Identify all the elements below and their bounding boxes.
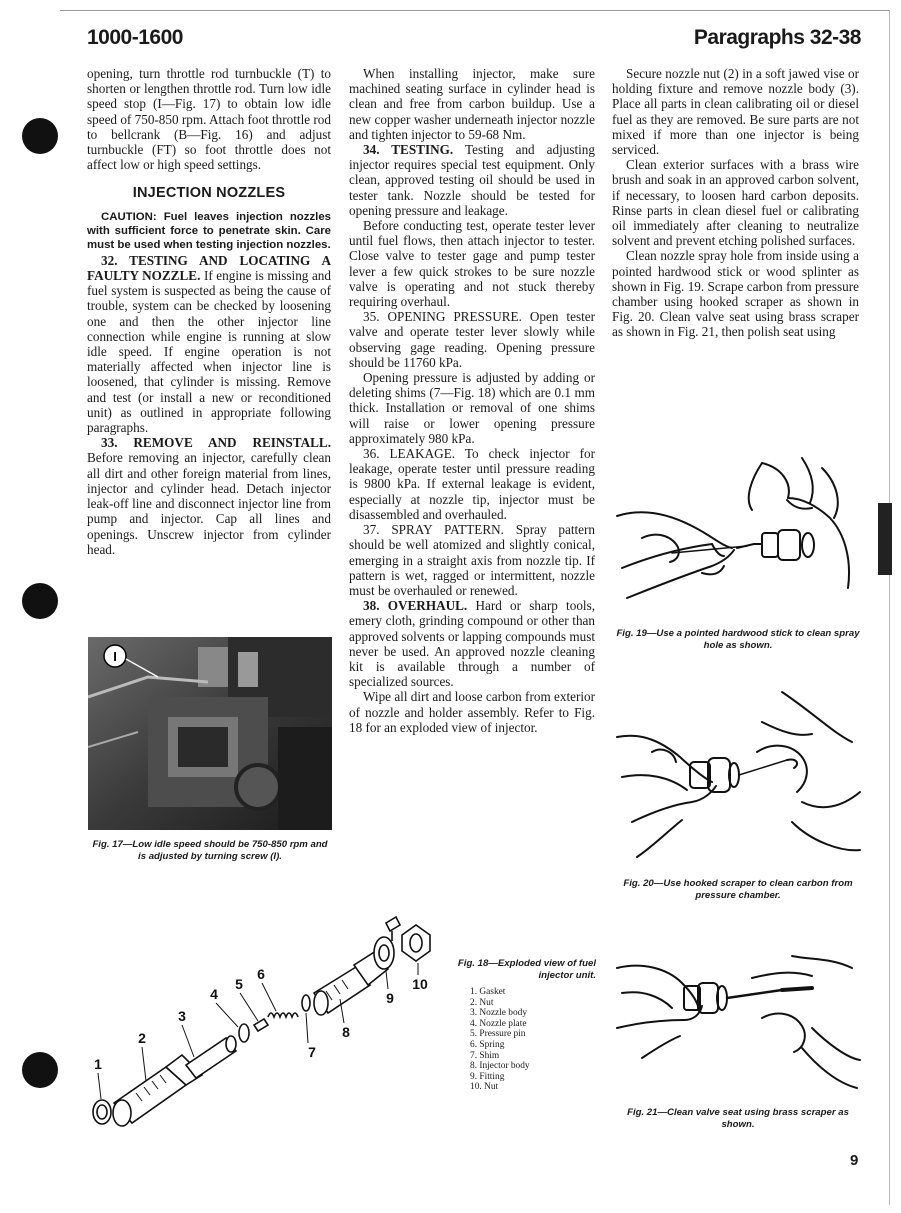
fig18-legend (470, 987, 530, 1093)
fig18-caption: Fig. 18—Exploded view of fuel injector unit. (457, 958, 596, 981)
page-edge (889, 10, 890, 1205)
fig21-illustration (612, 948, 864, 1096)
paragraph-34 (349, 142, 595, 218)
legend-item: 6. Spring (470, 1039, 505, 1050)
callout-4: 4 (210, 986, 218, 1002)
section-heading: INJECTION NOZZLES (132, 185, 286, 202)
caution-note: CAUTION: Fuel leaves injection nozzles with sufficient force to penetrate skin. Care must be used when testing injection nozzles. (87, 210, 331, 252)
paragraph-body: Before removing an injector, carefully clean all dirt and other foreign material from lines, injector and cylinder head. Detach injector leak-off line and disconnect injector line from pump and injector. Cap all lines and openings. Unscrew injector from cylinder head. (87, 450, 331, 557)
fig17-caption: Fig. 17—Low idle speed should be 750-850 rpm and is adjusted by turning screw (I). (92, 839, 328, 862)
fig20-illustration (612, 682, 864, 872)
callout-6: 6 (257, 966, 265, 982)
paragraph-body: Testing and adjusting injector requires special test equipment. Only clean, approved testing oil should be used in tester tank. Nozzle should be tested for opening pressure and leakage. (349, 142, 595, 218)
page-edge (60, 10, 890, 11)
callout-1: 1 (94, 1056, 102, 1072)
binder-hole (22, 1052, 58, 1088)
fig20-caption: Fig. 20—Use hooked scraper to clean carbon from pressure chamber. (623, 878, 853, 901)
paragraph-36: 36. LEAKAGE. To check injector for leakage, operate tester until pressure reading is 9800 kPa. If external leakage is evident, especially at nozzle tip, injector must be disassembled and overhauled. (349, 446, 595, 522)
paragraph-heading: 32. TESTING AND LOCATING A FAULTY NOZZLE. (87, 252, 331, 284)
section-tab-mark (878, 503, 892, 575)
shim-part (302, 995, 310, 1011)
paragraph: Clean exterior surfaces with a brass wire brush and soak in an approved carbon solvent, if necessary, to loosen hard carbon deposits. Rinse parts in clean diesel fuel or calibrating oil immediately after cleaning to neutralize solvent and prevent etching polished surfaces. (612, 157, 859, 249)
paragraph-32 (87, 253, 331, 435)
fig17-photo (88, 637, 332, 830)
nozzle-plate-part (239, 1024, 249, 1042)
callout-5: 5 (235, 976, 243, 992)
fig18-exploded-view (86, 905, 446, 1135)
binder-hole (22, 118, 58, 154)
paragraph-38 (349, 598, 595, 689)
legend-item: 2. Nut (470, 997, 494, 1008)
callout-3: 3 (178, 1008, 186, 1024)
callout-8: 8 (342, 1024, 350, 1040)
paragraph: Opening pressure is adjusted by adding or deleting shims (7—Fig. 18) which are 0.1 mm thick. Installation or removal of one shims will raise or lower opening pressure approximately 980 kPa. (349, 370, 595, 446)
callout-2: 2 (138, 1030, 146, 1046)
legend-item: 10. Nut (470, 1082, 499, 1093)
fig19-caption: Fig. 19—Use a pointed hardwood stick to clean spray hole as shown. (616, 628, 860, 651)
legend-item: 3. Nozzle body (470, 1008, 528, 1019)
pressure-pin-part (254, 1019, 268, 1031)
paragraph: Before conducting test, operate tester lever until fuel flows, then attach injector to tester. Close valve to tester gage and pump tester lever a few quick strokes to be sure nozzle valve is operating and not stuck thereby requiring overhaul. (349, 218, 595, 310)
page-number: 9 (850, 1152, 859, 1169)
fig19-illustration (612, 448, 864, 620)
spring-part (268, 1013, 298, 1017)
legend-item: 7. Shim (470, 1050, 500, 1061)
paragraph-33 (87, 435, 331, 557)
paragraph-heading: 34. TESTING. (363, 142, 454, 158)
legend-item: 4. Nozzle plate (470, 1018, 527, 1029)
callout-label: I (113, 649, 117, 664)
paragraph-35: 35. OPENING PRESSURE. Open tester valve and operate tester lever slowly while observing gage reading. Opening pressure should be 11760 kPa. (349, 309, 595, 370)
column-left (87, 66, 331, 557)
paragraph-body: If engine is missing and fuel system is suspected as being the cause of trouble, system can be checked by loosening one and then the other injector line connection while engine is running at slow idle speed. If engine operation is not materially affected when injector line is loosened, that cylinder is missing. Remove and test (or install a new or reconditioned unit) as outlined in appropriate following paragraphs. (87, 268, 331, 436)
callout-10: 10 (412, 976, 428, 992)
column-middle (349, 66, 595, 735)
paragraph-37: 37. SPRAY PATTERN. Spray pattern should be well atomized and slightly conical, emerging in a straight axis from nozzle tip. If pattern is wet, ragged or intermittent, nozzle must be overhauled or renewed. (349, 522, 595, 598)
fig21-caption: Fig. 21—Clean valve seat using brass scraper as shown. (627, 1107, 849, 1130)
legend-item: 5. Pressure pin (470, 1029, 526, 1040)
paragraphs-header: Paragraphs 32-38 (693, 26, 861, 49)
paragraph: opening, turn throttle rod turnbuckle (T) to shorten or lengthen throttle rod. Turn low idle speed stop (I—Fig. 17) to obtain low idle speed of 750-850 rpm. Attach foot throttle rod to bellcrank (B—Fig. 16) and adjust turnbuckle (FT) so foot throttle does not affect low or high speed settings. (87, 66, 331, 173)
paragraph-heading: 33. REMOVE AND REINSTALL. (101, 435, 331, 451)
legend-item: 9. Fitting (470, 1071, 505, 1082)
legend-item: 1. Gasket (470, 987, 506, 997)
paragraph-body: Hard or sharp tools, emery cloth, grinding compound or other than approved solvents or lapping compounds must never be used. An approved nozzle cleaning kit is available through a number of specialized sources. (349, 598, 595, 690)
model-header: 1000-1600 (87, 26, 183, 49)
column-right (612, 66, 859, 340)
paragraph: When installing injector, make sure machined seating surface in cylinder head is clean and free from carbon buildup. Use a new copper washer underneath injector nozzle and tighten injector to 59-68 Nm. (349, 66, 595, 142)
paragraph: Wipe all dirt and loose carbon from exterior of nozzle and holder assembly. Refer to Fig. 18 for an exploded view of injector. (349, 689, 595, 735)
binder-hole (22, 583, 58, 619)
callout-7: 7 (308, 1044, 316, 1060)
paragraph: Secure nozzle nut (2) in a soft jawed vise or holding fixture and remove nozzle body (3). Place all parts in clean calibrating oil or diesel fuel as they are removed. Be sure parts are not mixed if more than one injector is being serviced. (612, 66, 859, 158)
legend-item: 8. Injector body (470, 1061, 530, 1072)
paragraph: Clean nozzle spray hole from inside using a pointed hardwood stick or wood splinter as shown in Fig. 19. Scrape carbon from pressure chamber using hooked scraper as shown in Fig. 20. Clean valve seat using brass scraper as shown in Fig. 21, then polish seat using (612, 248, 859, 340)
callout-9: 9 (386, 990, 394, 1006)
paragraph-heading: 38. OVERHAUL. (363, 598, 468, 614)
